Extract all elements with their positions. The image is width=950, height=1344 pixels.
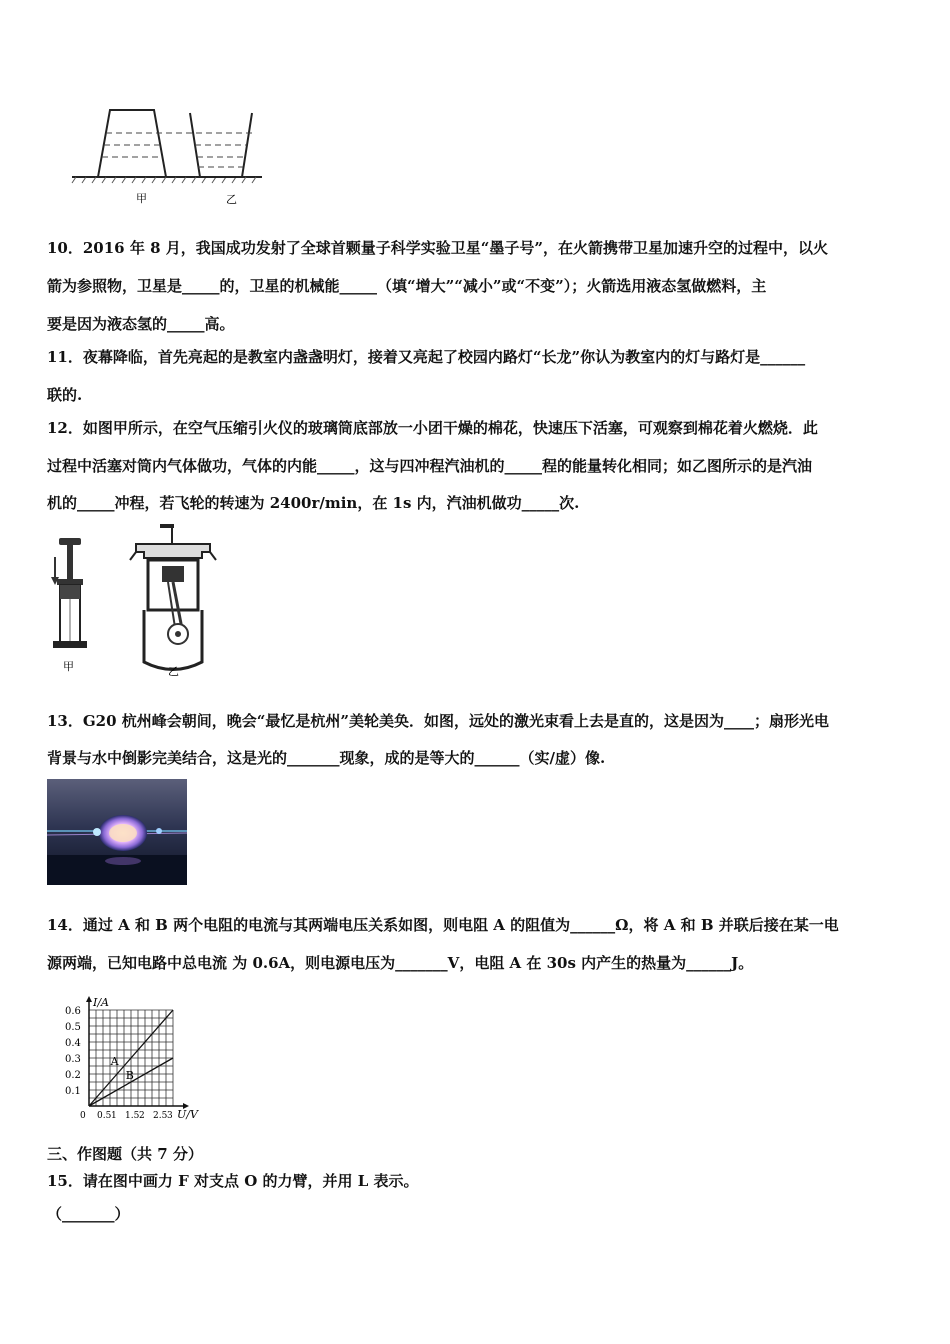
x-tick-label: 2 [139,1111,145,1120]
series-label-A: A [110,1054,119,1068]
q10-line2: 箭为参照物，卫星是_____的，卫星的机械能_____（填“增大”“减小”或“不变”）；火箭选用液态氢做燃料，主 [47,277,767,295]
q13-line1: 13．G20 杭州峰会朝间，晚会“最忆是杭州”美轮美奂．如图，远处的激光束看上去是直的，这是因为____；扇形光电 [47,712,830,730]
q12-label-yi: 乙 [168,665,179,678]
q14-line2: 源两端，已知电路中总电流 为 0.6A，则电源电压为_______V，电阻 A 在 30s 内产生的热量为______J。 [47,954,754,972]
q12-line2: 过程中活塞对筒内气体做功，气体的内能_____，这与四冲程汽油机的_____程的能量转化相同；如乙图所示的是汽油 [47,457,813,475]
x-tick-label: 2.5 [153,1111,168,1120]
q10-line1: 10．2016 年 8 月，我国成功发射了全球首颗量子科学实验卫星“墨子号”，在火箭携带卫星加速升空的过程中，以火 [47,239,828,257]
q14-line1: 14．通过 A 和 B 两个电阻的电流与其两端电压关系如图，则电阻 A 的阻值为______Ω，将 A 和 B 并联后接在某一电 [47,916,839,934]
q15-answer-blank: （_______） [47,1205,130,1223]
y-tick-label: 0.1 [65,1086,81,1097]
q11-line1: 11．夜幕降临，首先亮起的是教室内盏盏明灯，接着又亮起了校园内路灯“长龙”你认为教室内的灯与路灯是______ [47,348,806,366]
x-tick-label: 1.5 [125,1111,140,1120]
section3-title: 三、作图题（共 7 分） [47,1145,203,1163]
engine-figure [128,522,218,680]
laser-show-photo [47,779,187,885]
x-tick-label: 1 [111,1111,117,1120]
label-yi: 乙 [226,193,237,206]
x-tick-label: 0.5 [97,1111,112,1120]
x-axis-label: U/V [177,1108,198,1120]
y-tick-label: 0.6 [65,1006,81,1017]
y-axis-label: I/A [93,996,109,1009]
y-tick-label: 0.5 [65,1022,81,1033]
fire-syringe-figure [45,535,95,680]
q12-line1: 12．如图甲所示，在空气压缩引火仪的玻璃筒底部放一小团干燥的棉花，快速压下活塞，可观察到棉花着火燃烧．此 [47,419,818,437]
label-jia: 甲 [136,192,147,205]
y-tick-label: 0.3 [65,1054,81,1065]
q15-text: 15．请在图中画力 F 对支点 O 的力臂，并用 L 表示。 [47,1172,419,1190]
iu-chart [55,990,215,1120]
q12-label-jia: 甲 [63,660,74,673]
y-axis-arrow [86,996,92,1002]
x-tick-label: 3 [167,1111,173,1120]
q10-line3: 要是因为液态氢的_____高。 [47,315,235,333]
q12-line3: 机的_____冲程，若飞轮的转速为 2400r/min，在 1s 内，汽油机做功_____次. [47,494,580,512]
y-tick-label: 0.2 [65,1070,81,1081]
q11-line2: 联的. [47,386,83,404]
containers-figure [70,105,270,210]
x-tick-label: 0 [80,1111,86,1120]
q13-line2: 背景与水中倒影完美结合，这是光的_______现象，成的是等大的______（实/虚）像. [47,749,606,767]
series-label-B: B [125,1069,134,1083]
y-tick-label: 0.4 [65,1038,81,1049]
